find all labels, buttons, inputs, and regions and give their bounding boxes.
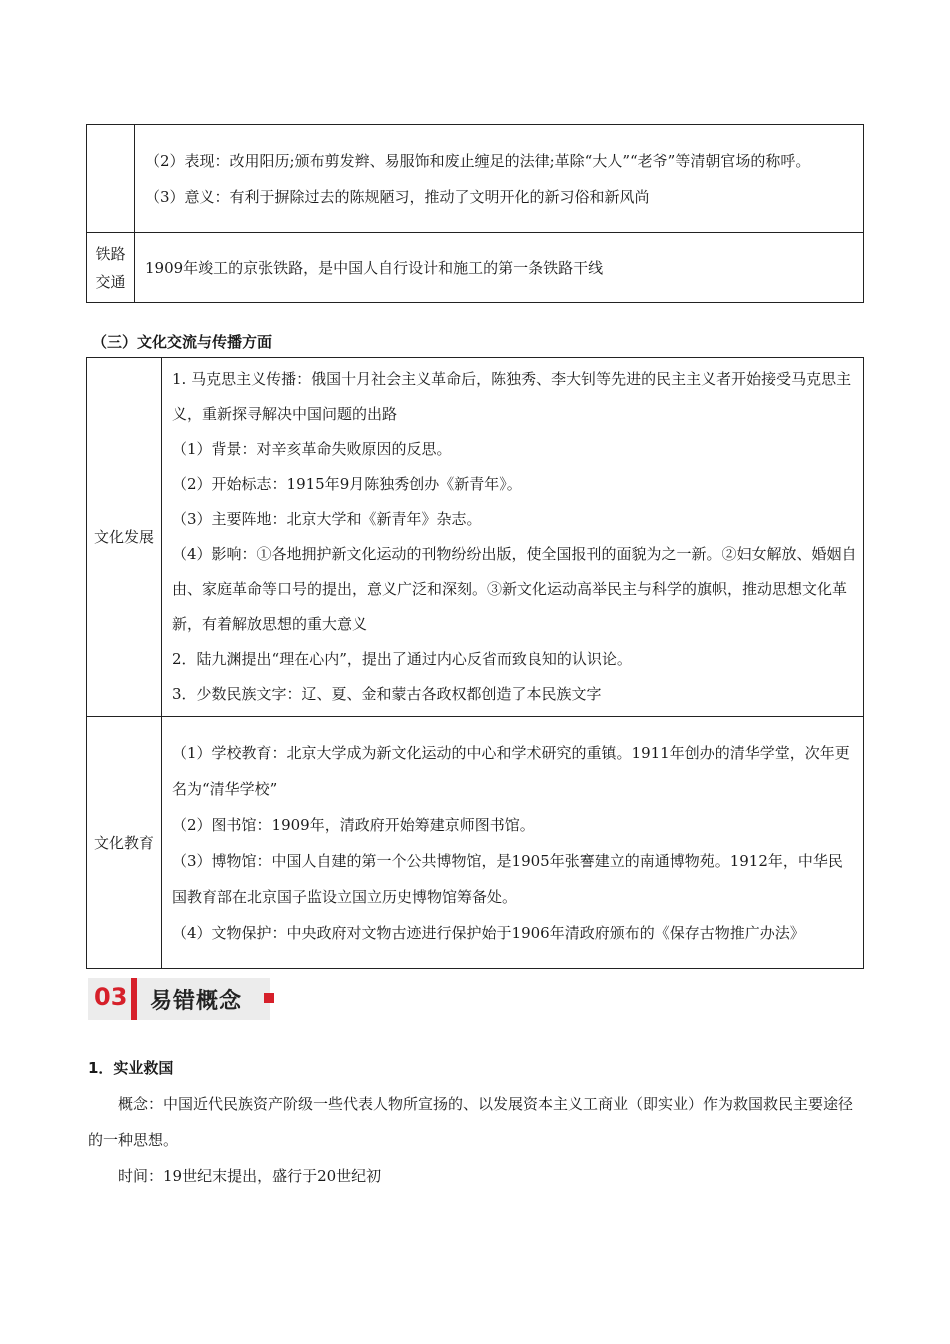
- banner-number: 03: [94, 983, 128, 1011]
- row-content: [162, 717, 864, 969]
- row-content: [135, 125, 864, 233]
- table-row: [87, 125, 864, 233]
- reform-table: [86, 124, 864, 303]
- row-label: 铁路交通: [87, 233, 135, 303]
- row-label: 文化教育: [87, 717, 162, 969]
- content-line: （2）开始标志：1915年9月陈独秀创办《新青年》。: [172, 475, 522, 493]
- table-row: [87, 717, 864, 969]
- concept-heading: 1．实业救国: [88, 1059, 174, 1077]
- content-line: （2）图书馆：1909年，清政府开始筹建京师图书馆。: [172, 815, 535, 834]
- content-line: （1）学校教育：北京大学成为新文化运动的中心和学术研究的重镇。1911年创办的清华学堂，次年更名为“清华学校”: [172, 743, 850, 798]
- content-line: （3）意义：有利于摒除过去的陈规陋习，推动了文明开化的新习俗和新风尚: [145, 187, 650, 206]
- section-banner: [88, 970, 282, 1022]
- content-line: 1909年竣工的京张铁路，是中国人自行设计和施工的第一条铁路干线: [145, 258, 604, 277]
- content-line: （4）影响：①各地拥护新文化运动的刊物纷纷出版，使全国报刊的面貌为之一新。②妇女解放、婚姻自由、家庭革命等口号的提出，意义广泛和深刻。③新文化运动高举民主与科学的旗帜，推动思想文化革新，有着解放思想的重大意义: [172, 545, 857, 633]
- section-heading: （三）文化交流与传播方面: [92, 333, 273, 351]
- concept-time: 时间：19世纪末提出，盛行于20世纪初: [118, 1167, 382, 1185]
- row-label: [87, 125, 135, 233]
- row-content: [162, 358, 864, 717]
- square-icon: [264, 993, 274, 1003]
- table-row: [87, 358, 864, 717]
- table-row: [87, 233, 864, 303]
- content-line: （3）主要阵地：北京大学和《新青年》杂志。: [172, 510, 482, 528]
- content-line: （3）博物馆：中国人自建的第一个公共博物馆，是1905年张謇建立的南通博物苑。1912年，中华民国教育部在北京国子监设立国立历史博物馆筹备处。: [172, 851, 843, 906]
- content-line: 1. 马克思主义传播：俄国十月社会主义革命后，陈独秀、李大钊等先进的民主主义者开始接受马克思主义，重新探寻解决中国问题的出路: [172, 370, 852, 423]
- content-line: 3．少数民族文字：辽、夏、金和蒙古各政权都创造了本民族文字: [172, 685, 602, 703]
- culture-table: [86, 357, 864, 969]
- banner-title: 易错概念: [150, 989, 243, 1014]
- content-line: （2）表现：改用阳历;颁布剪发辫、易服饰和废止缠足的法律;革除“大人”“老爷”等清朝官场的称呼。: [145, 151, 811, 170]
- row-label: 文化发展: [87, 358, 162, 717]
- concept-definition: 概念：中国近代民族资产阶级一些代表人物所宣扬的、以发展资本主义工商业（即实业）作为救国救民主要途径的一种思想。: [88, 1095, 854, 1149]
- content-line: 2．陆九渊提出“理在心内”，提出了通过内心反省而致良知的认识论。: [172, 650, 632, 668]
- content-line: （4）文物保护：中央政府对文物古迹进行保护始于1906年清政府颁布的《保存古物推广办法》: [172, 923, 805, 942]
- row-content: [135, 233, 864, 303]
- content-line: （1）背景：对辛亥革命失败原因的反思。: [172, 440, 452, 458]
- banner-divider: [131, 978, 137, 1020]
